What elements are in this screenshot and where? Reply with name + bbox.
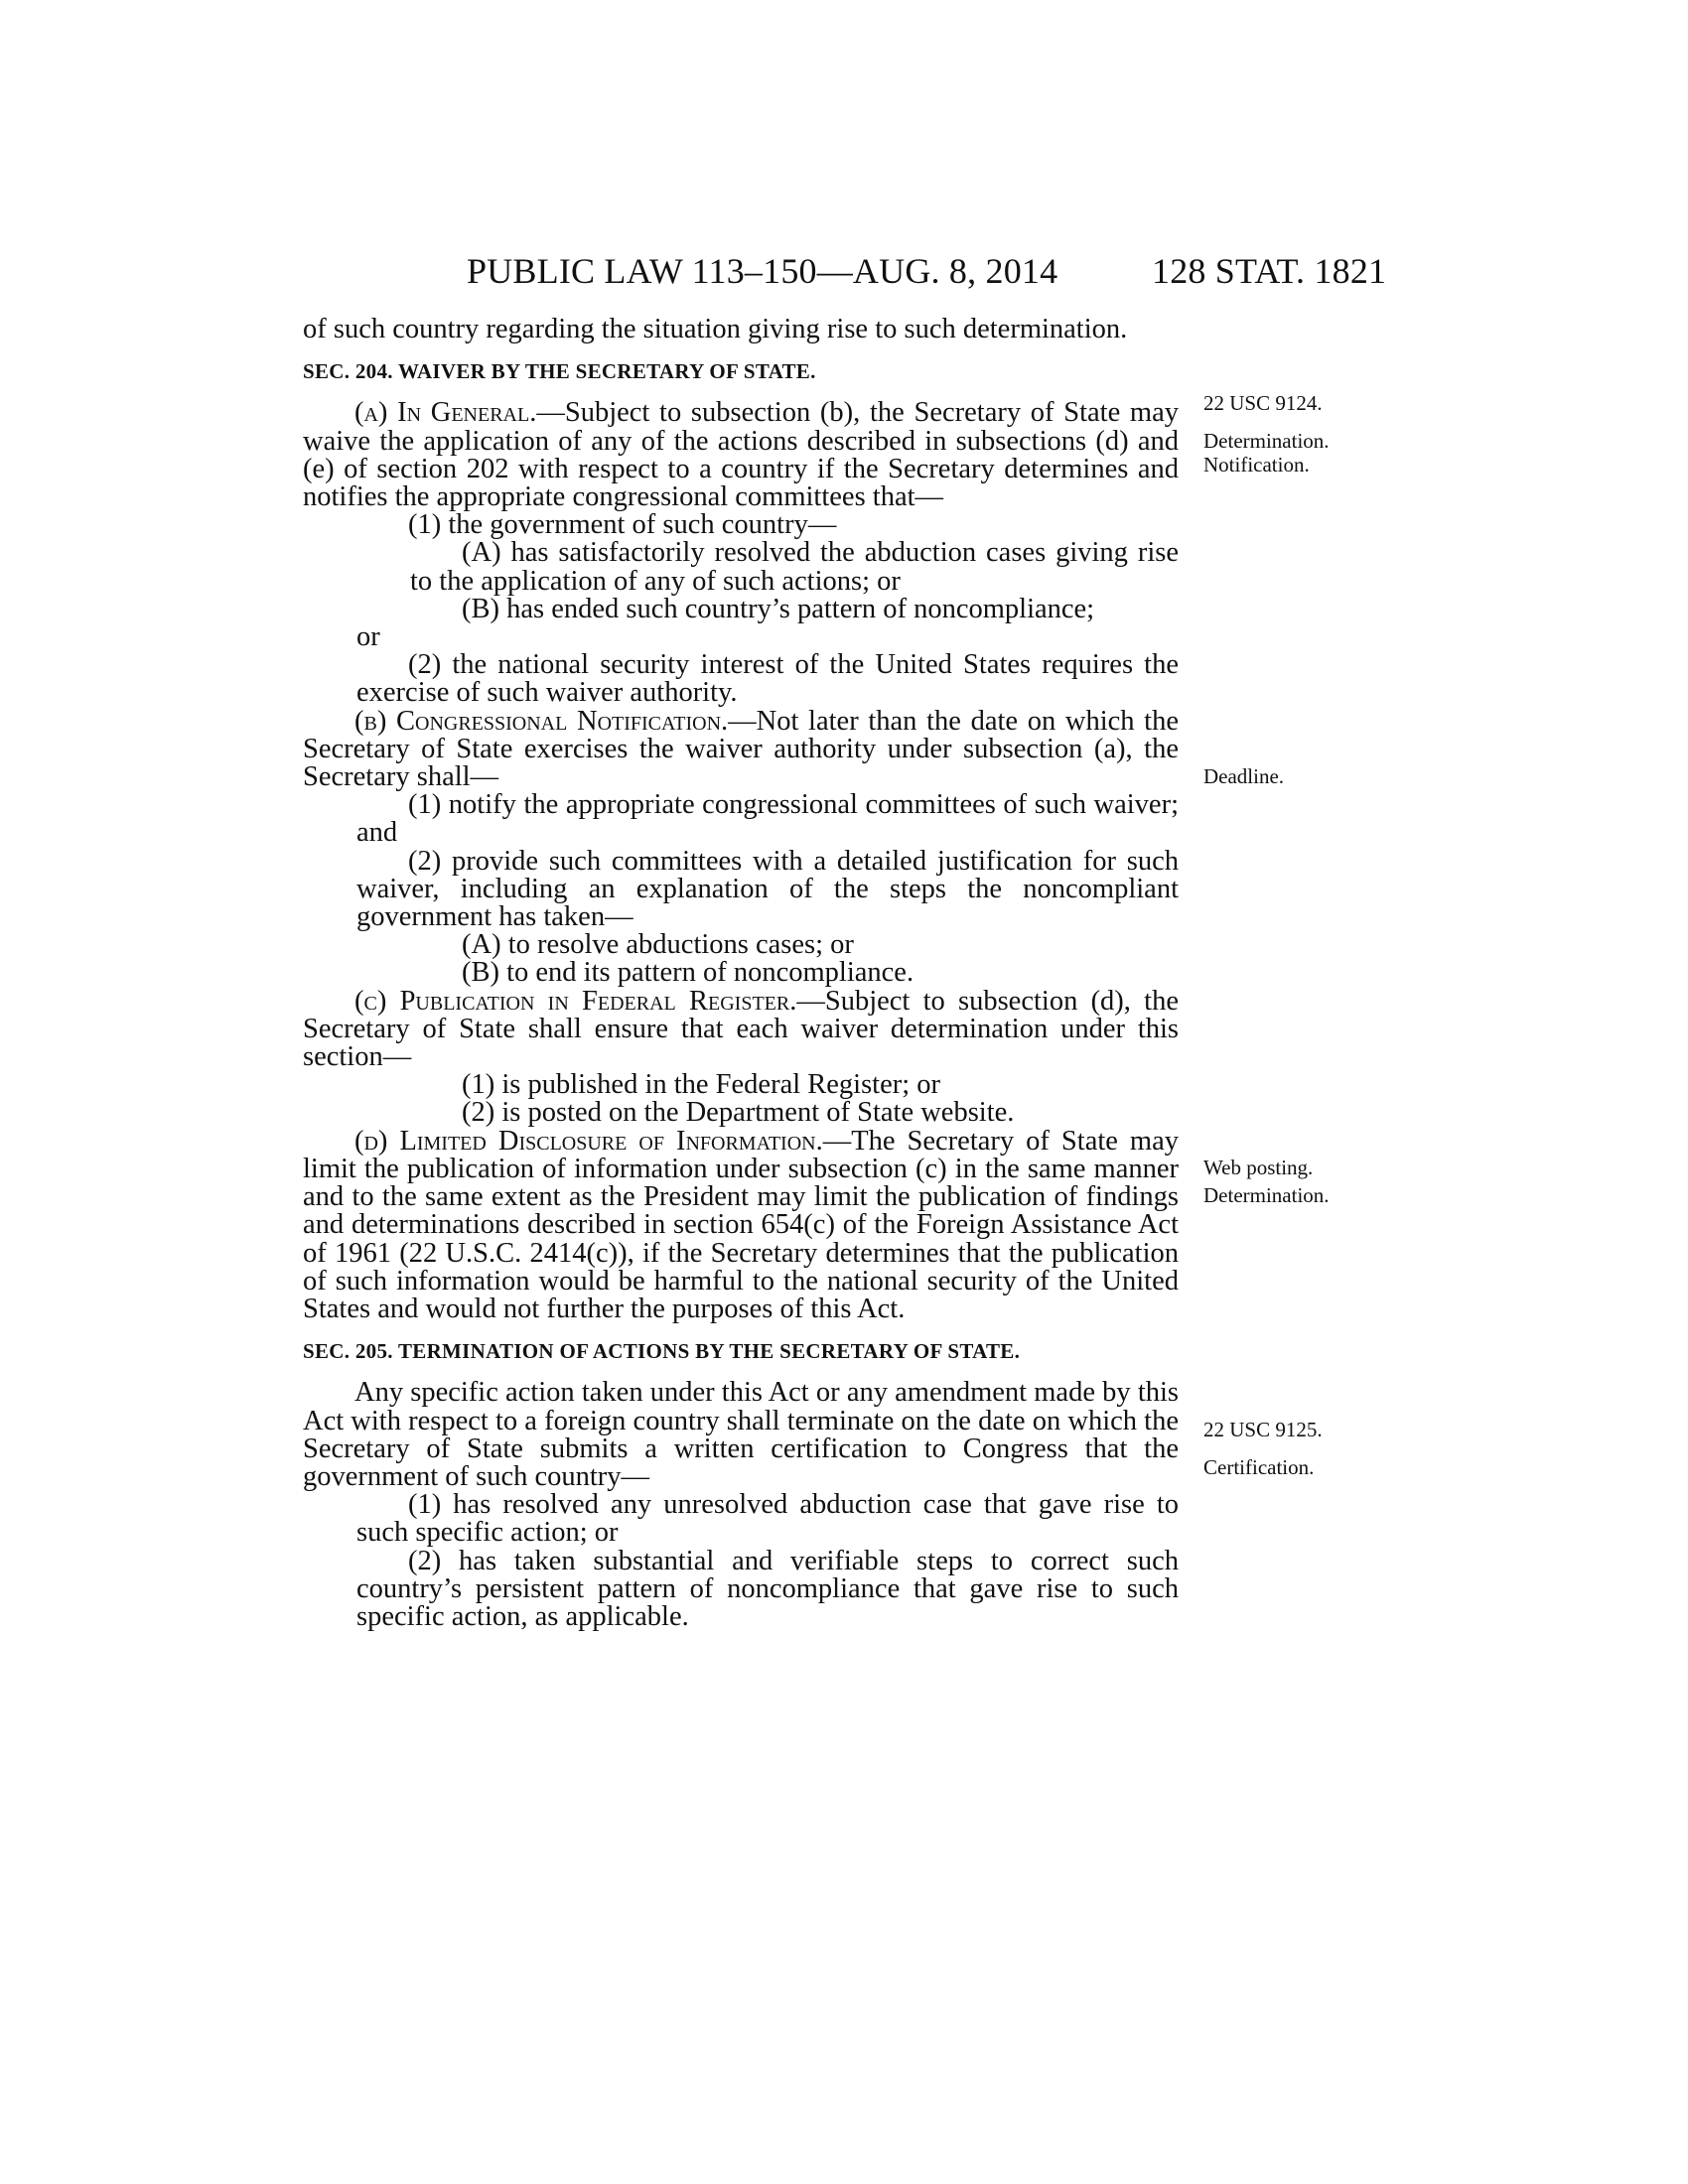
section-204-a-1-B: (B) has ended such country’s pattern of noncompliance; xyxy=(462,593,1095,624)
subsection-heading: (a) In General. xyxy=(354,397,537,429)
subsection-text: —Subject to subsection (b), the Secretary of State may waive the application of any of the actions described in subsections (d) and (e) of section 202 with respect to a country if the Secretary determines and notifies the appropriate congressional committees that— xyxy=(303,397,1179,513)
section-204-a-1: (1) the government of such country— xyxy=(408,509,837,541)
margin-note-usc-9125: 22 USC 9125. xyxy=(1203,1418,1323,1441)
running-header-page-ref: 128 STAT. 1821 xyxy=(1152,251,1387,291)
subsection-text: —Subject to subsection (d), the Secretary of State shall ensure that each waiver determination under this section— xyxy=(303,985,1179,1073)
section-204-b xyxy=(303,705,1179,793)
section-205-heading: SEC. 205. TERMINATION OF ACTIONS BY THE SECRETARY OF STATE. xyxy=(303,1339,1021,1364)
subsection-text: —The Secretary of State may limit the publication of information under subsection (c) in the same manner and to the same extent as the President may limit the publication of findings and determinations described in section 654(c) of the Foreign Assistance Act of 1961 (22 U.S.C. 2414(c)), if the Secretary determines that the publication of such information would be harmful to the national security of the United States and would not further the purposes of this Act. xyxy=(303,1125,1179,1324)
section-204-d xyxy=(303,1125,1179,1324)
section-204-b-2: (2) provide such committees with a detailed justification for such waiver, including an explanation of the steps the noncompliant government has taken— xyxy=(356,845,1179,933)
margin-note-deadline: Deadline. xyxy=(1203,764,1285,788)
section-205-1: (1) has resolved any unresolved abduction case that gave rise to such specific action; or xyxy=(356,1489,1179,1549)
section-205-text: Any specific action taken under this Act or any amendment made by this Act with respect to a foreign country shall terminate on the date on which the Secretary of State submits a written certification to Congress that the government of such country— xyxy=(303,1377,1179,1492)
margin-note-determination-2: Determination. xyxy=(1203,1183,1330,1207)
margin-note-determination: Determination. xyxy=(1203,429,1330,453)
main-text xyxy=(303,316,1179,1631)
section-204-a-2: (2) the national security interest of the United States requires the exercise of such waiver authority. xyxy=(356,649,1179,709)
section-204-c-1: (1) is published in the Federal Register; or xyxy=(462,1069,941,1101)
continuation-paragraph: of such country regarding the situation giving rise to such determination. xyxy=(303,314,1128,344)
section-204-a-or: or xyxy=(356,621,380,653)
subsection-heading: (c) Publication in Federal Register. xyxy=(354,985,797,1017)
running-header-title: PUBLIC LAW 113–150—AUG. 8, 2014 xyxy=(467,251,1058,291)
section-204-c xyxy=(303,985,1179,1073)
margin-note-notification: Notification. xyxy=(1203,453,1310,477)
section-204-c-2: (2) is posted on the Department of State website. xyxy=(462,1097,1015,1129)
margin-note-usc-9124: 22 USC 9124. xyxy=(1203,391,1323,415)
section-204-b-2-B: (B) to end its pattern of noncompliance. xyxy=(462,957,914,989)
section-204-b-2-A: (A) to resolve abductions cases; or xyxy=(462,929,854,961)
section-205-2: (2) has taken substantial and verifiable steps to correct such country’s persistent pattern of noncompliance that gave rise to such specific action, as applicable. xyxy=(356,1545,1179,1632)
section-204-b-1: (1) notify the appropriate congressional committees of such waiver; and xyxy=(356,789,1179,849)
subsection-heading: (d) Limited Disclosure of Information. xyxy=(354,1125,823,1157)
margin-note-certification: Certification. xyxy=(1203,1455,1315,1479)
subsection-text: —Not later than the date on which the Secretary of State exercises the waiver authority under subsection (a), the Secretary shall— xyxy=(303,705,1179,793)
subsection-heading: (b) Congressional Notification. xyxy=(354,705,729,737)
margin-note-web-posting: Web posting. xyxy=(1203,1156,1314,1179)
section-204-a xyxy=(303,399,1179,511)
section-204-a-1-A: (A) has satisfactorily resolved the abduction cases giving rise to the application of any of such actions; or xyxy=(410,537,1179,597)
section-204-heading: SEC. 204. WAIVER BY THE SECRETARY OF STATE. xyxy=(303,359,816,384)
